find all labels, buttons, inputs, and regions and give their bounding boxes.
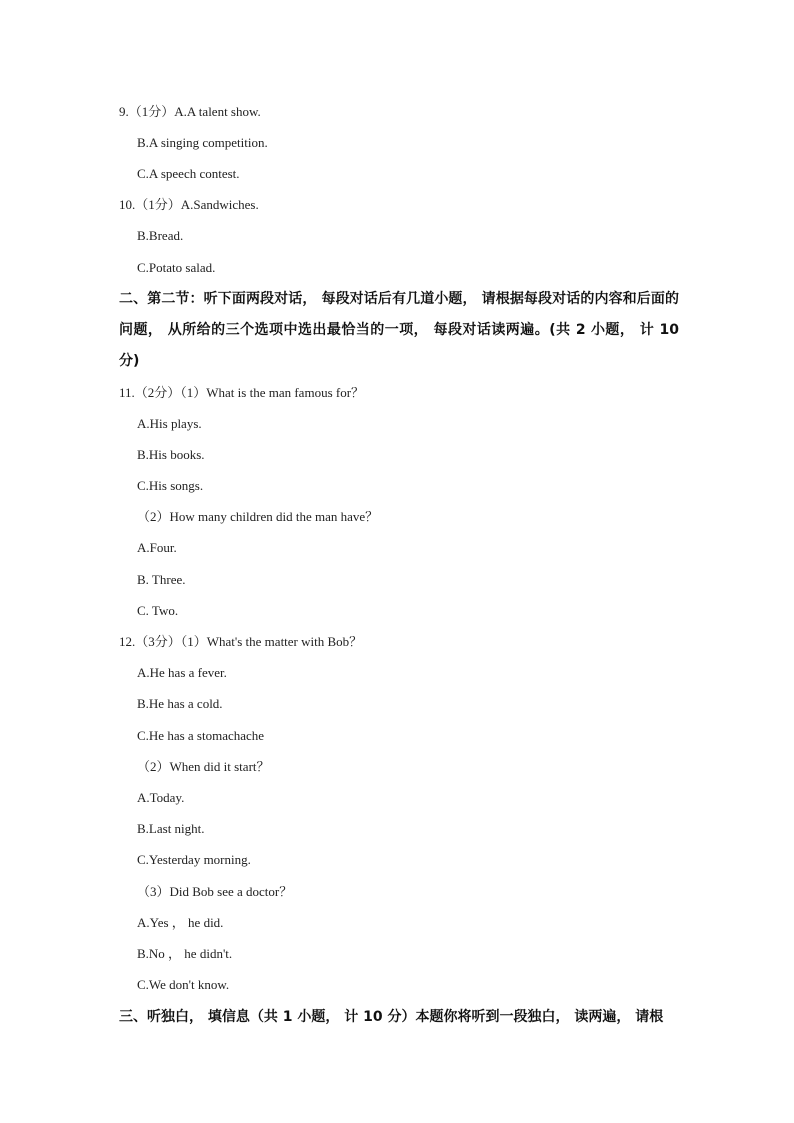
q12-1-option-b: B.He has a cold. — [137, 696, 223, 711]
section-heading-part3 — [119, 1002, 679, 1033]
q9-option-c: C.A speech contest. — [137, 166, 240, 181]
q9-option-b: B.A singing competition. — [137, 135, 268, 150]
q12-1-option-a: A.He has a fever. — [137, 665, 227, 680]
q11-sub-question-2: （2）How many children did the man have？ — [137, 509, 379, 524]
q12-2-option-c: C.Yesterday morning. — [137, 852, 251, 867]
q12-sub-question-2: （2）When did it start？ — [137, 759, 270, 774]
q10-option-b: B.Bread. — [137, 228, 184, 243]
q12-3-option-a: A.Yes ， he did. — [137, 915, 224, 930]
q12-2-option-a: A.Today. — [137, 790, 185, 805]
q10-stem: 10.（1分）A.Sandwiches. — [119, 197, 259, 212]
q11-stem: 11.（2分）（1）What is the man famous for？ — [119, 385, 365, 400]
q12-sub-question-3: （3）Did Bob see a doctor？ — [137, 884, 293, 899]
q12-1-option-c: C.He has a stomachache — [137, 728, 265, 743]
section-heading-part2 — [119, 284, 679, 377]
q12-3-option-c: C.We don't know. — [137, 977, 230, 992]
q11-2-option-b: B. Three. — [137, 572, 186, 587]
q11-1-option-c: C.His songs. — [137, 478, 204, 493]
section-heading-text: 二、第二节：听下面两段对话， 每段对话后有几道小题， 请根据每段对话的内容和后面的问题， 从所给的三个选项中选出最恰当的一项， 每段对话读两遍。(共 2 小题， 计 10 分) — [119, 291, 679, 369]
q12-2-option-b: B.Last night. — [137, 821, 205, 836]
q10-option-c: C.Potato salad. — [137, 260, 216, 275]
q11-2-option-a: A.Four. — [137, 540, 177, 555]
q11-1-option-b: B.His books. — [137, 447, 205, 462]
q12-3-option-b: B.No ， he didn't. — [137, 946, 233, 961]
q12-stem: 12.（3分）（1）What's the matter with Bob？ — [119, 634, 363, 649]
q9-stem: 9.（1分）A.A talent show. — [119, 104, 261, 119]
q11-1-option-a: A.His plays. — [137, 416, 202, 431]
section-heading-part3-text: 三、听独白， 填信息（共 1 小题， 计 10 分）本题你将听到一段独白， 读两遍， 请根 — [119, 1009, 664, 1025]
q11-2-option-c: C. Two. — [137, 603, 179, 618]
